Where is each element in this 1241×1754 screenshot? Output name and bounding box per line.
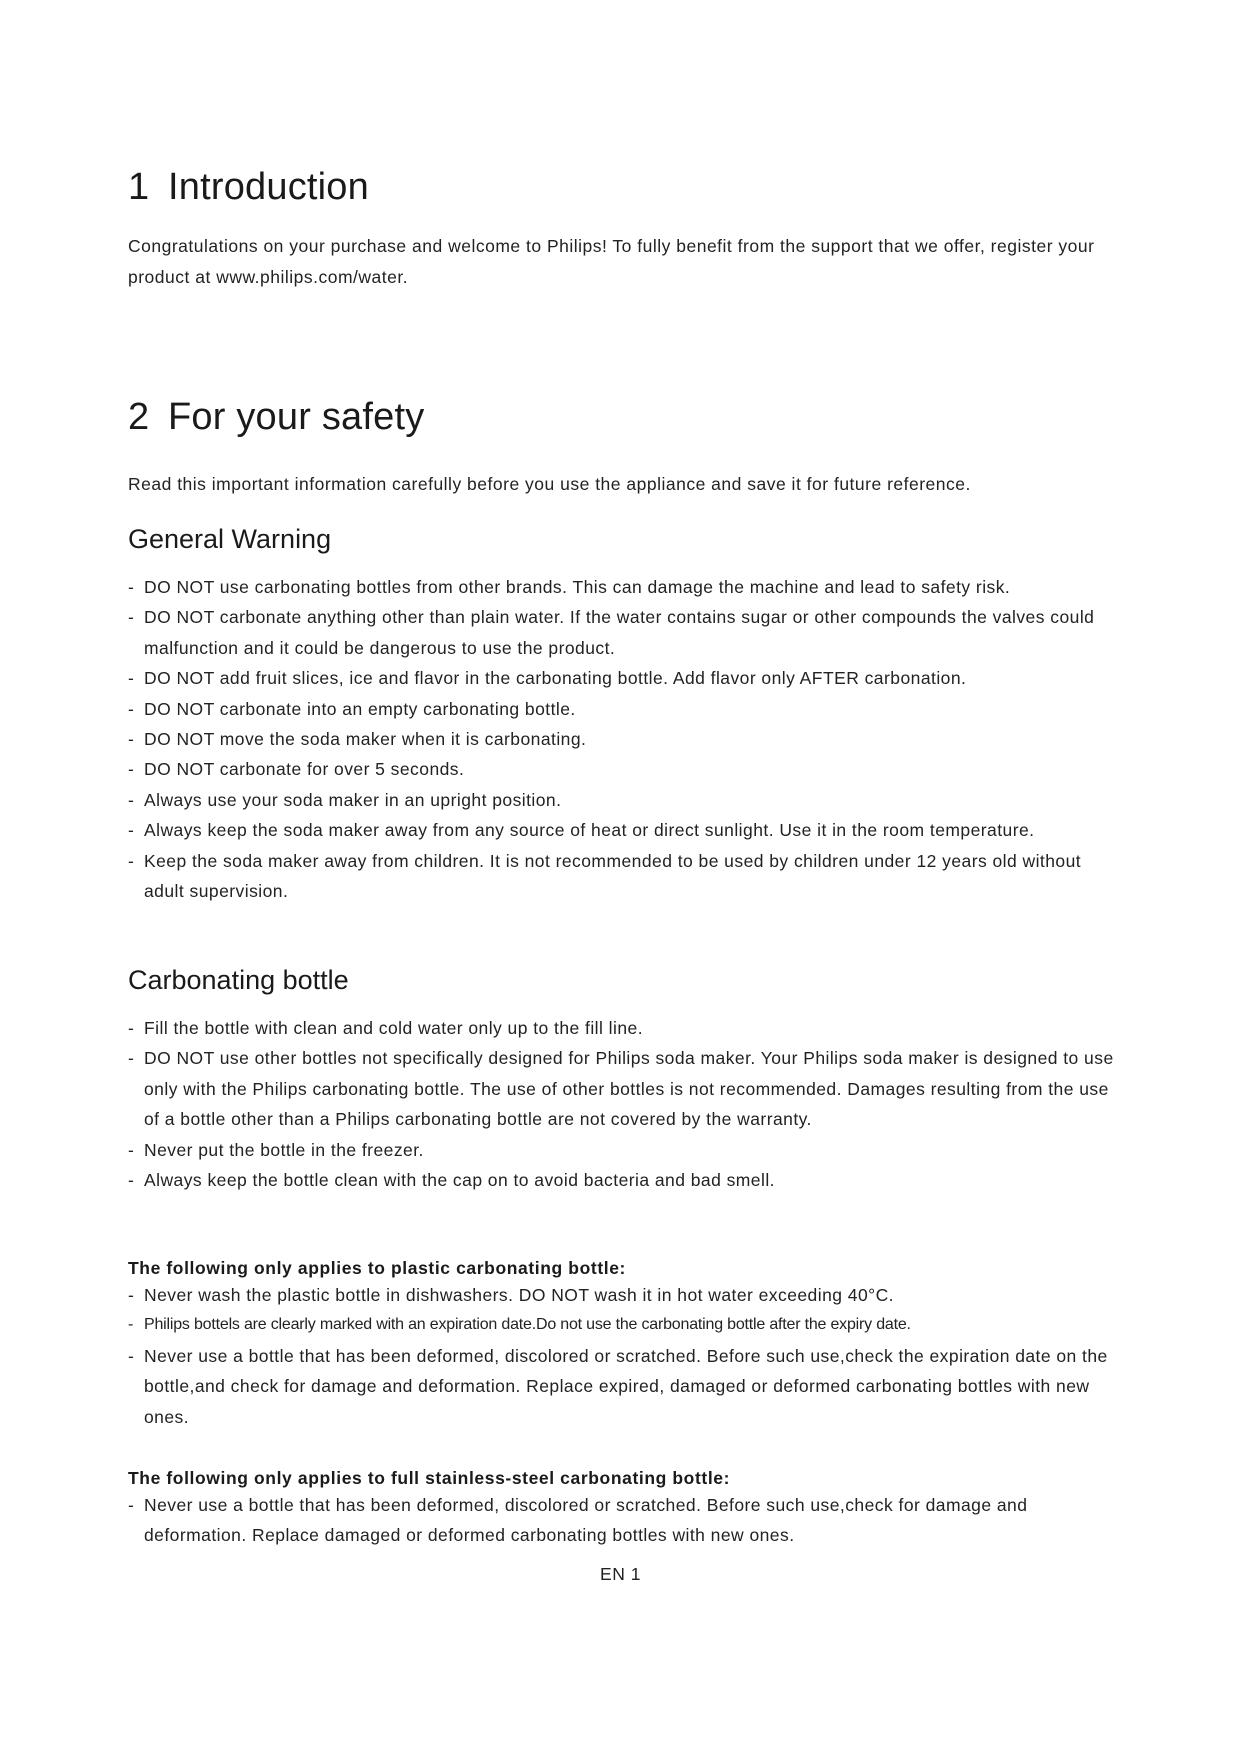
list-item-text: DO NOT add fruit slices, ice and flavor in the carbonating bottle. Add flavor only AFTER carbonation. <box>144 668 967 689</box>
general-warning-heading: General Warning <box>128 524 332 554</box>
section-2-number: 2 <box>128 396 150 438</box>
list-item <box>128 754 1118 784</box>
list-item-text: Always use your soda maker in an upright position. <box>144 789 562 810</box>
bullet-dash: - <box>128 668 135 689</box>
page-number: EN 1 <box>600 1564 641 1584</box>
list-item-text: DO NOT carbonate anything other than plain water. If the water contains sugar or other compounds the valves could malfunction and it could be dangerous to use the product. <box>144 607 1095 658</box>
list-item <box>128 785 1118 815</box>
list-item <box>128 1165 1118 1195</box>
list-item <box>128 724 1118 754</box>
bullet-dash: - <box>128 759 135 780</box>
bullet-dash: - <box>128 607 135 628</box>
intro-paragraph: Congratulations on your purchase and welcome to Philips! To fully benefit from the support that we offer, register your product at www.philips.com/water. <box>128 236 1095 287</box>
list-item <box>128 1310 1118 1340</box>
list-item <box>128 815 1118 845</box>
list-item <box>128 1490 1118 1551</box>
bullet-dash: - <box>128 789 135 810</box>
list-item-text: Never wash the plastic bottle in dishwashers. DO NOT wash it in hot water exceeding 40°C. <box>144 1285 894 1305</box>
bullet-dash: - <box>128 1316 134 1334</box>
bullet-dash: - <box>128 820 135 841</box>
list-item-text: Always keep the bottle clean with the cap on to avoid bacteria and bad smell. <box>144 1170 775 1191</box>
list-item-text: DO NOT use carbonating bottles from other brands. This can damage the machine and lead to safety risk. <box>144 577 1011 597</box>
general-warning-list <box>128 572 1118 906</box>
list-item <box>128 572 1118 602</box>
bullet-dash: - <box>128 1139 135 1160</box>
list-item-text: Never put the bottle in the freezer. <box>144 1139 424 1160</box>
bullet-dash: - <box>128 577 135 597</box>
bullet-dash: - <box>128 729 135 750</box>
list-item-text: DO NOT carbonate into an empty carbonating bottle. <box>144 698 576 719</box>
section-1-title: Introduction <box>168 166 369 208</box>
list-item-text: DO NOT carbonate for over 5 seconds. <box>144 759 465 780</box>
list-item <box>128 1280 1118 1310</box>
list-item <box>128 694 1118 724</box>
bullet-dash: - <box>128 1285 135 1305</box>
list-item <box>128 1013 1118 1043</box>
list-item <box>128 663 1118 693</box>
list-item <box>128 1135 1118 1165</box>
list-item-text: DO NOT use other bottles not specifically designed for Philips soda maker. Your Philips soda maker is designed to use only with the Philips carbonating bottle. The use of other bottles is not recommended. Damages resulting from the use of a bottle other than a Philips carbonating bottle are not covered by the warranty. <box>144 1048 1114 1130</box>
section-1-number: 1 <box>128 166 150 208</box>
list-item-text: Never use a bottle that has been deformed, discolored or scratched. Before such use,check for damage and deformation. Replace damaged or deformed carbonating bottles with new ones. <box>144 1495 1028 1546</box>
bullet-dash: - <box>128 1495 135 1515</box>
section-2-title: For your safety <box>168 396 425 438</box>
list-item-text: Philips bottels are clearly marked with an expiration date.Do not use the carbonating bottle after the expiry date. <box>144 1316 911 1334</box>
carbonating-bottle-list <box>128 1013 1118 1195</box>
bullet-dash: - <box>128 1048 135 1069</box>
list-item <box>128 1341 1118 1432</box>
section-1-heading <box>128 166 369 209</box>
section-2-heading <box>128 396 424 439</box>
list-item <box>128 602 1118 663</box>
bullet-dash: - <box>128 698 135 719</box>
steel-bottle-list <box>128 1490 1118 1551</box>
list-item <box>128 846 1118 907</box>
bullet-dash: - <box>128 1170 135 1191</box>
bullet-dash: - <box>128 1018 135 1038</box>
safety-intro-paragraph: Read this important information carefully before you use the appliance and save it for future reference. <box>128 474 971 494</box>
list-item <box>128 1043 1118 1134</box>
list-item-text: DO NOT move the soda maker when it is carbonating. <box>144 729 587 750</box>
bullet-dash: - <box>128 1345 135 1366</box>
plastic-bottle-subheading: The following only applies to plastic carbonating bottle: <box>128 1258 626 1278</box>
plastic-bottle-list <box>128 1280 1118 1432</box>
bullet-dash: - <box>128 850 135 871</box>
list-item-text: Fill the bottle with clean and cold water only up to the fill line. <box>144 1018 644 1038</box>
steel-bottle-subheading: The following only applies to full stainless-steel carbonating bottle: <box>128 1468 731 1488</box>
list-item-text: Always keep the soda maker away from any source of heat or direct sunlight. Use it in the room temperature. <box>144 820 1035 841</box>
carbonating-bottle-heading: Carbonating bottle <box>128 965 349 995</box>
list-item-text: Never use a bottle that has been deformed, discolored or scratched. Before such use,check the expiration date on the bottle,and check for damage and deformation. Replace expired, damaged or deformed carbonating bottles with new ones. <box>144 1345 1108 1427</box>
list-item-text: Keep the soda maker away from children. It is not recommended to be used by children under 12 years old without adult supervision. <box>144 850 1082 902</box>
